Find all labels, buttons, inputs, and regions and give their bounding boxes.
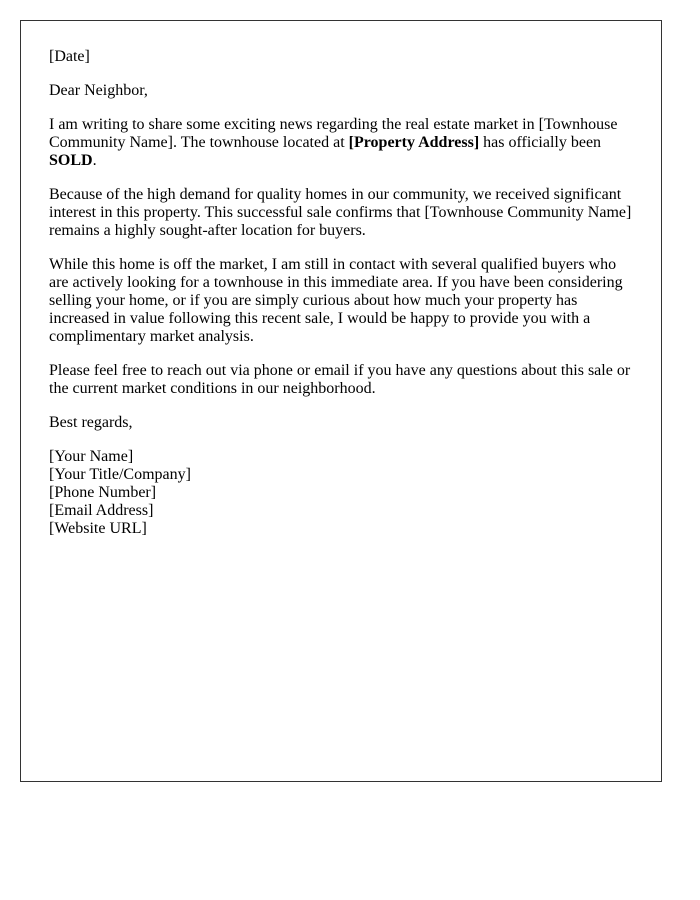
announcement-text-3: . — [92, 152, 97, 169]
sold-status: SOLD — [49, 152, 93, 169]
paragraph-buyers: While this home is off the market, I am still in contact with several qualified buyers who are actively looking for a townhouse in this immediate area. If you have been considering selling your home, or if you are simply curious about how much your property has increased in value following this recent sale, I would be happy to provide you with a complimentary market analysis. — [49, 256, 623, 345]
signature-phone: [Phone Number] — [49, 484, 157, 501]
signature-name: [Your Name] — [49, 448, 134, 465]
letter-date: [Date] — [49, 48, 90, 65]
paragraph-contact: Please feel free to reach out via phone or email if you have any questions about this sale or the current market conditions in our neighborhood. — [49, 362, 631, 397]
letter-salutation: Dear Neighbor, — [49, 82, 148, 99]
letter-body — [49, 48, 635, 554]
signature-block — [49, 448, 635, 538]
signature-email: [Email Address] — [49, 502, 154, 519]
signature-website: [Website URL] — [49, 520, 147, 537]
announcement-text-1: I am writing to share some exciting news regarding the real estate market in [Townhouse Community Name]. The townhouse located at — [49, 116, 618, 151]
letter-closing: Best regards, — [49, 414, 133, 431]
paragraph-demand: Because of the high demand for quality homes in our community, we received significant interest in this property. This successful sale confirms that [Townhouse Community Name] remains a highly sought-after location for buyers. — [49, 186, 632, 239]
signature-title-company: [Your Title/Company] — [49, 466, 191, 483]
paragraph-announcement — [49, 116, 635, 170]
letter-page — [20, 20, 662, 782]
announcement-text-2: has officially been — [479, 134, 602, 151]
property-address: [Property Address] — [348, 134, 480, 151]
